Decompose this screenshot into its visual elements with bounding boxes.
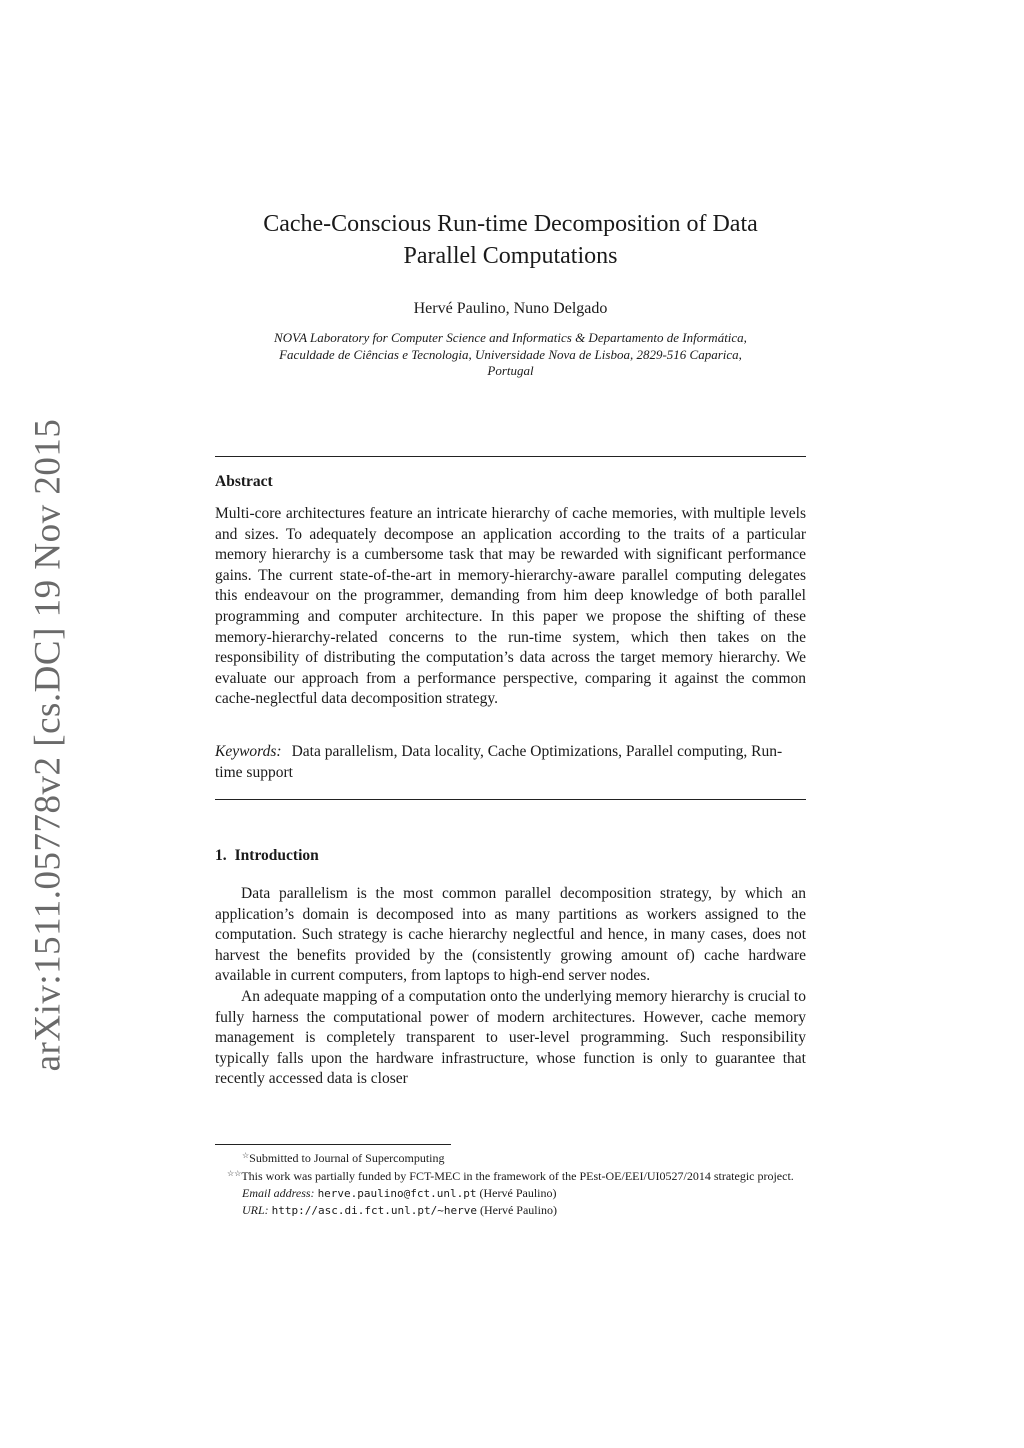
footnote-2 [215,1166,806,1184]
email-line [215,1185,806,1202]
affiliation-line-2: Faculdade de Ciências e Tecnologia, Universidade Nova de Lisboa, 2829-516 Caparica, [279,346,742,362]
email-owner: (Hervé Paulino) [479,1185,557,1200]
body-paragraph: Data parallelism is the most common parallel decomposition strategy, by which an application’s domain is decomposed into as many partitions as workers assigned to the computation. Such strategy is cache hierarchy neglectful and hence, in many cases, does not harvest the benefits provided by the (consistently growing amount of) cache hardware available in current computers, from laptops to high-end server nodes. [215,885,806,985]
footnote-1-text: Submitted to Journal of Supercomputing [249,1151,445,1165]
email-label: Email address: [242,1185,315,1200]
title-line-2: Parallel Computations [403,243,618,269]
footnote-1 [215,1148,806,1166]
footnote-2-text: This work was partially funded by FCT-MEC in the framework of the PEst-OE/EEI/UI0527/2014 strategic project. [241,1169,794,1184]
body-paragraph: An adequate mapping of a computation onto the underlying memory hierarchy is crucial to fully harness the computational power of modern architectures. However, cache memory management is completely transparent to user-level programming. Such responsibility typically falls upon the hardware infrastructure, whose function is only to guarantee that recently accessed data is closer [215,987,806,1088]
section-number: 1. [215,847,227,864]
section-heading [215,847,319,865]
abstract-top-rule [215,456,806,457]
affiliation [200,330,821,380]
keywords [215,742,806,783]
paper-title [215,208,806,272]
section-title: Introduction [234,847,319,864]
title-line-1: Cache-Conscious Run-time Decomposition of Data [263,211,758,237]
abstract-text: Multi-core architectures feature an intricate hierarchy of cache memories, with multiple levels and sizes. To adequately decompose an application according to the traits of a particular memory hierarchy is a cumbersome task that may be rewarded with significant performance gains. The current state-of-the-art in memory-hierarchy-aware parallel computing delegates this endeavour on the programmer, demanding from him deep knowledge of both parallel programming and computer architecture. In this paper we propose the shifting of these memory-hierarchy-related concerns to the run-time system, which then takes on the responsibility of distributing the computation’s data across the target memory hierarchy. We evaluate our approach from a performance perspective, comparing it against the common cache-neglectful data decomposition strategy. [215,505,806,708]
email-address[interactable]: herve.paulino@fct.unl.pt [317,1186,477,1200]
author-list: Hervé Paulino, Nuno Delgado [413,300,608,317]
footnote-2-mark: ☆☆ [227,1169,242,1179]
arxiv-side-stamp: arXiv:1511.05778v2 [cs.DC] 19 Nov 2015 [27,418,69,1072]
footnotes [215,1148,806,1219]
url-line [215,1202,806,1219]
abstract-heading: Abstract [215,473,273,490]
url-label: URL: [242,1202,269,1217]
keywords-label: Keywords: [215,743,282,760]
footnote-1-mark: ☆ [242,1151,250,1160]
abstract-bottom-rule [215,799,806,800]
footnote-rule [215,1144,451,1145]
affiliation-line-3: Portugal [487,363,534,378]
url-owner: (Hervé Paulino) [479,1202,557,1217]
url-link[interactable]: http://asc.di.fct.unl.pt/~herve [271,1203,477,1217]
keywords-text: Data parallelism, Data locality, Cache Optimizations, Parallel computing, Run-time support [215,743,783,781]
section-body [215,884,806,1090]
affiliation-line-1: NOVA Laboratory for Computer Science and Informatics & Departamento de Informática, [274,330,747,345]
